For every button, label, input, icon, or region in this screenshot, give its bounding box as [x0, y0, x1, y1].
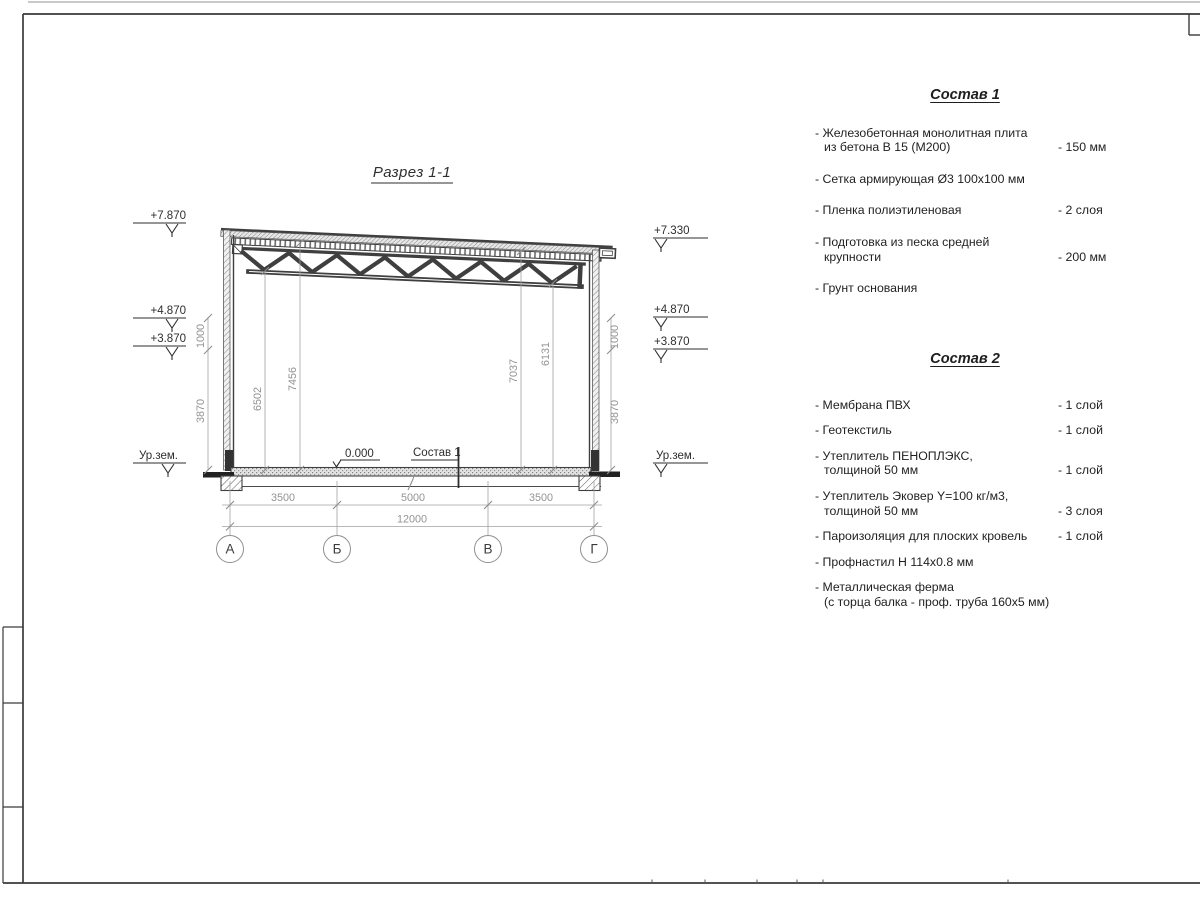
item-text: - Пароизоляция для плоских кровель: [815, 529, 1028, 544]
item-value: - 1 слой: [1058, 463, 1103, 478]
dim-6502: 6502: [252, 386, 264, 412]
elev-4870-r: [653, 317, 708, 331]
list-item: [815, 172, 1115, 187]
composition-2-title: Состав 2: [930, 351, 1000, 367]
bottom-dimensions: [222, 481, 602, 536]
elev-4870: [133, 318, 186, 332]
axis-b: Б: [332, 541, 342, 557]
item-value: - 1 слой: [1058, 397, 1103, 412]
item-text: - Геотекстиль: [815, 423, 892, 438]
item-text-cont: толщиной 50 мм: [824, 463, 919, 478]
item-value: - 3 слоя: [1058, 503, 1103, 518]
axis-a: А: [225, 541, 235, 557]
item-text: - Железобетонная монолитная плита: [815, 125, 1028, 140]
drawing-title: [371, 164, 453, 183]
list-item: [815, 203, 1115, 218]
list-item: [815, 281, 1115, 296]
left-wall: [224, 230, 234, 471]
dim-left-3870: 3870: [195, 398, 207, 424]
elev-right-3-label: +3.870: [654, 336, 690, 348]
item-text: - Утеплитель ПЕНОПЛЭКС,: [815, 448, 973, 463]
item-text: - Сетка армирующая Ø3 100х100 мм: [815, 171, 1025, 186]
roof-assembly: [219, 228, 616, 290]
axis-g: Г: [590, 541, 598, 557]
item-text: - Пленка полиэтиленовая: [815, 203, 962, 218]
item-value: - 200 мм: [1058, 249, 1107, 264]
list-item: [815, 423, 1115, 438]
list-item: [815, 235, 1115, 264]
elev-7330: [653, 238, 708, 252]
floor-slab: [203, 468, 620, 491]
list-item: [815, 529, 1115, 544]
list-item: [815, 126, 1115, 155]
list-item: [815, 580, 1115, 609]
item-text: - Грунт основания: [815, 281, 918, 296]
elev-ground: [133, 463, 186, 477]
elev-3870: [133, 346, 186, 360]
dim-span-bv: 5000: [400, 492, 426, 504]
dim-right-3870: 3870: [609, 399, 621, 425]
list-item: [815, 449, 1115, 478]
elev-ground-r: [653, 463, 708, 477]
dim-6131: 6131: [540, 341, 552, 367]
elevation-marks-right: [653, 238, 708, 477]
right-wall: [590, 250, 600, 471]
item-text: - Утеплитель Эковер Y=100 кг/м3,: [815, 488, 1009, 503]
item-text: - Профнастил Н 114х0.8 мм: [815, 554, 974, 569]
elev-left-2-label: +4.870: [150, 305, 186, 317]
floor-ref-label: Состав 1: [413, 447, 461, 459]
ground-right-label: Ур.зем.: [656, 450, 696, 462]
elev-3870-r: [653, 349, 708, 363]
dim-span-ab: 3500: [270, 492, 296, 504]
end-beam: [599, 248, 615, 258]
corner-box: [1189, 14, 1200, 35]
item-text: - Металлическая ферма: [815, 580, 954, 595]
item-text: - Подготовка из песка средней: [815, 234, 990, 249]
ground-left-label: Ур.зем.: [138, 450, 178, 462]
elevation-marks-left: [133, 223, 186, 477]
axis-circles: [217, 536, 608, 563]
elev-left-1-label: +7.870: [150, 210, 186, 222]
dim-left-1000: 1000: [195, 323, 207, 349]
list-item: [815, 489, 1115, 518]
dim-span-vg: 3500: [528, 492, 554, 504]
elev-right-2-label: +4.870: [654, 304, 690, 316]
list-item: [815, 555, 1115, 570]
item-value: - 150 мм: [1058, 140, 1107, 155]
list-item: [815, 398, 1115, 413]
drawing-title-text: Разрез 1-1: [372, 164, 452, 181]
item-value: - 2 слоя: [1058, 203, 1103, 218]
item-value: - 1 слой: [1058, 529, 1103, 544]
elev-left-3-label: +3.870: [150, 333, 186, 345]
elev-right-1-label: +7.330: [654, 225, 690, 237]
item-text-cont: крупности: [824, 249, 882, 264]
left-margin-boxes: [3, 627, 23, 883]
item-text-cont: из бетона В 15 (М200): [824, 140, 951, 155]
item-text: - Мембрана ПВХ: [815, 397, 911, 412]
composition-1-list: [815, 88, 1115, 313]
composition-1-title: Состав 1: [930, 87, 1000, 103]
zero-label: 0.000: [345, 448, 374, 460]
dim-right-1000: 1000: [609, 324, 621, 350]
dim-7037: 7037: [508, 358, 520, 384]
zero-level-mark: [333, 448, 380, 467]
elev-7870: [133, 223, 186, 237]
composition-2-list: [815, 352, 1115, 621]
item-text-cont: толщиной 50 мм: [824, 503, 919, 518]
item-text-cont: (с торца балка - проф. труба 160х5 мм): [824, 594, 1050, 609]
axis-v: В: [483, 541, 493, 557]
foundations: [221, 476, 600, 491]
dim-7456: 7456: [287, 366, 299, 392]
item-value: - 1 слой: [1058, 423, 1103, 438]
dim-total: 12000: [396, 513, 428, 526]
